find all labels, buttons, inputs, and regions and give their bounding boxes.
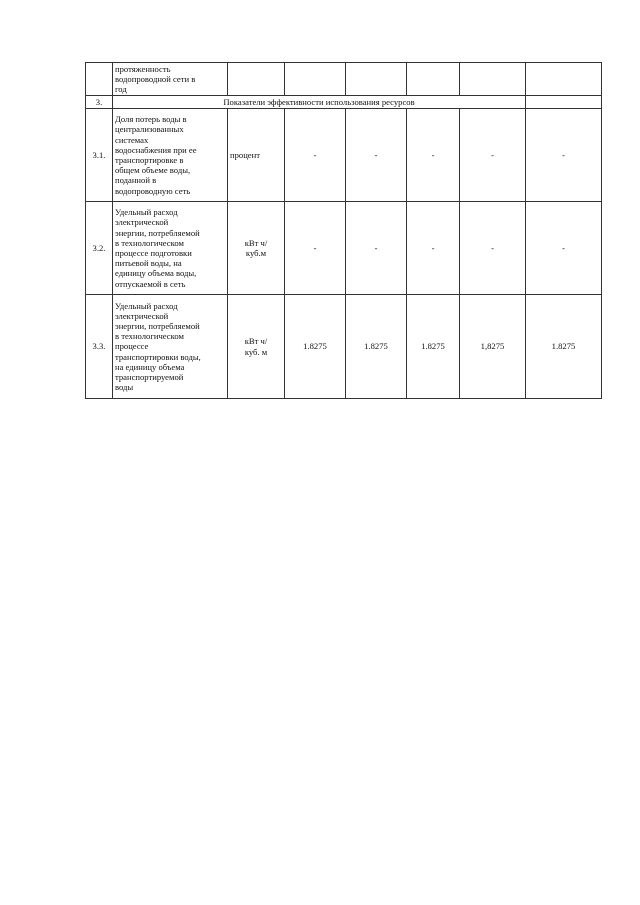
value-cell: - [526,202,602,295]
value-cell: - [346,109,407,202]
section-row [86,96,602,109]
empty-cell [526,96,602,109]
row-number: 3.2. [86,202,113,295]
table-row [86,109,602,202]
unit-cell [228,63,285,96]
value-cell [407,63,460,96]
value-cell [346,63,407,96]
indicator-name: Удельный расход электрической энергии, потребляемой в технологическом процессе транспортировки воды, на единицу объема транспортируемой воды [113,295,228,399]
indicator-name: Доля потерь воды в централизованных системах водоснабжения при ее транспортировке в общем объеме воды, поданной в водопроводную сеть [113,109,228,202]
section-title: Показатели эффективности использования ресурсов [113,96,526,109]
indicator-name: Удельный расход электрической энергии, потребляемой в технологическом процессе подготовки питьевой воды, на единицу объема воды, отпускаемой в сеть [113,202,228,295]
value-cell: - [407,109,460,202]
value-cell: 1.8275 [285,295,346,399]
table-row [86,295,602,399]
value-cell: 1.8275 [346,295,407,399]
indicator-name: протяженность водопроводной сети в год [113,63,228,96]
value-cell: - [285,202,346,295]
row-number: 3.3. [86,295,113,399]
value-cell: - [460,202,526,295]
value-cell: - [407,202,460,295]
value-cell [285,63,346,96]
value-cell: 1.8275 [407,295,460,399]
unit-cell: кВт ч/ куб.м [228,202,285,295]
section-number: 3. [86,96,113,109]
row-number [86,63,113,96]
unit-cell: процент [228,109,285,202]
unit-cell: кВт ч/ куб. м [228,295,285,399]
indicators-table [85,62,602,399]
value-cell: 1.8275 [526,295,602,399]
value-cell: - [460,109,526,202]
table-row [86,63,602,96]
value-cell: - [346,202,407,295]
row-number: 3.1. [86,109,113,202]
table-row [86,202,602,295]
value-cell: 1,8275 [460,295,526,399]
value-cell [460,63,526,96]
value-cell: - [526,109,602,202]
value-cell: - [285,109,346,202]
value-cell [526,63,602,96]
